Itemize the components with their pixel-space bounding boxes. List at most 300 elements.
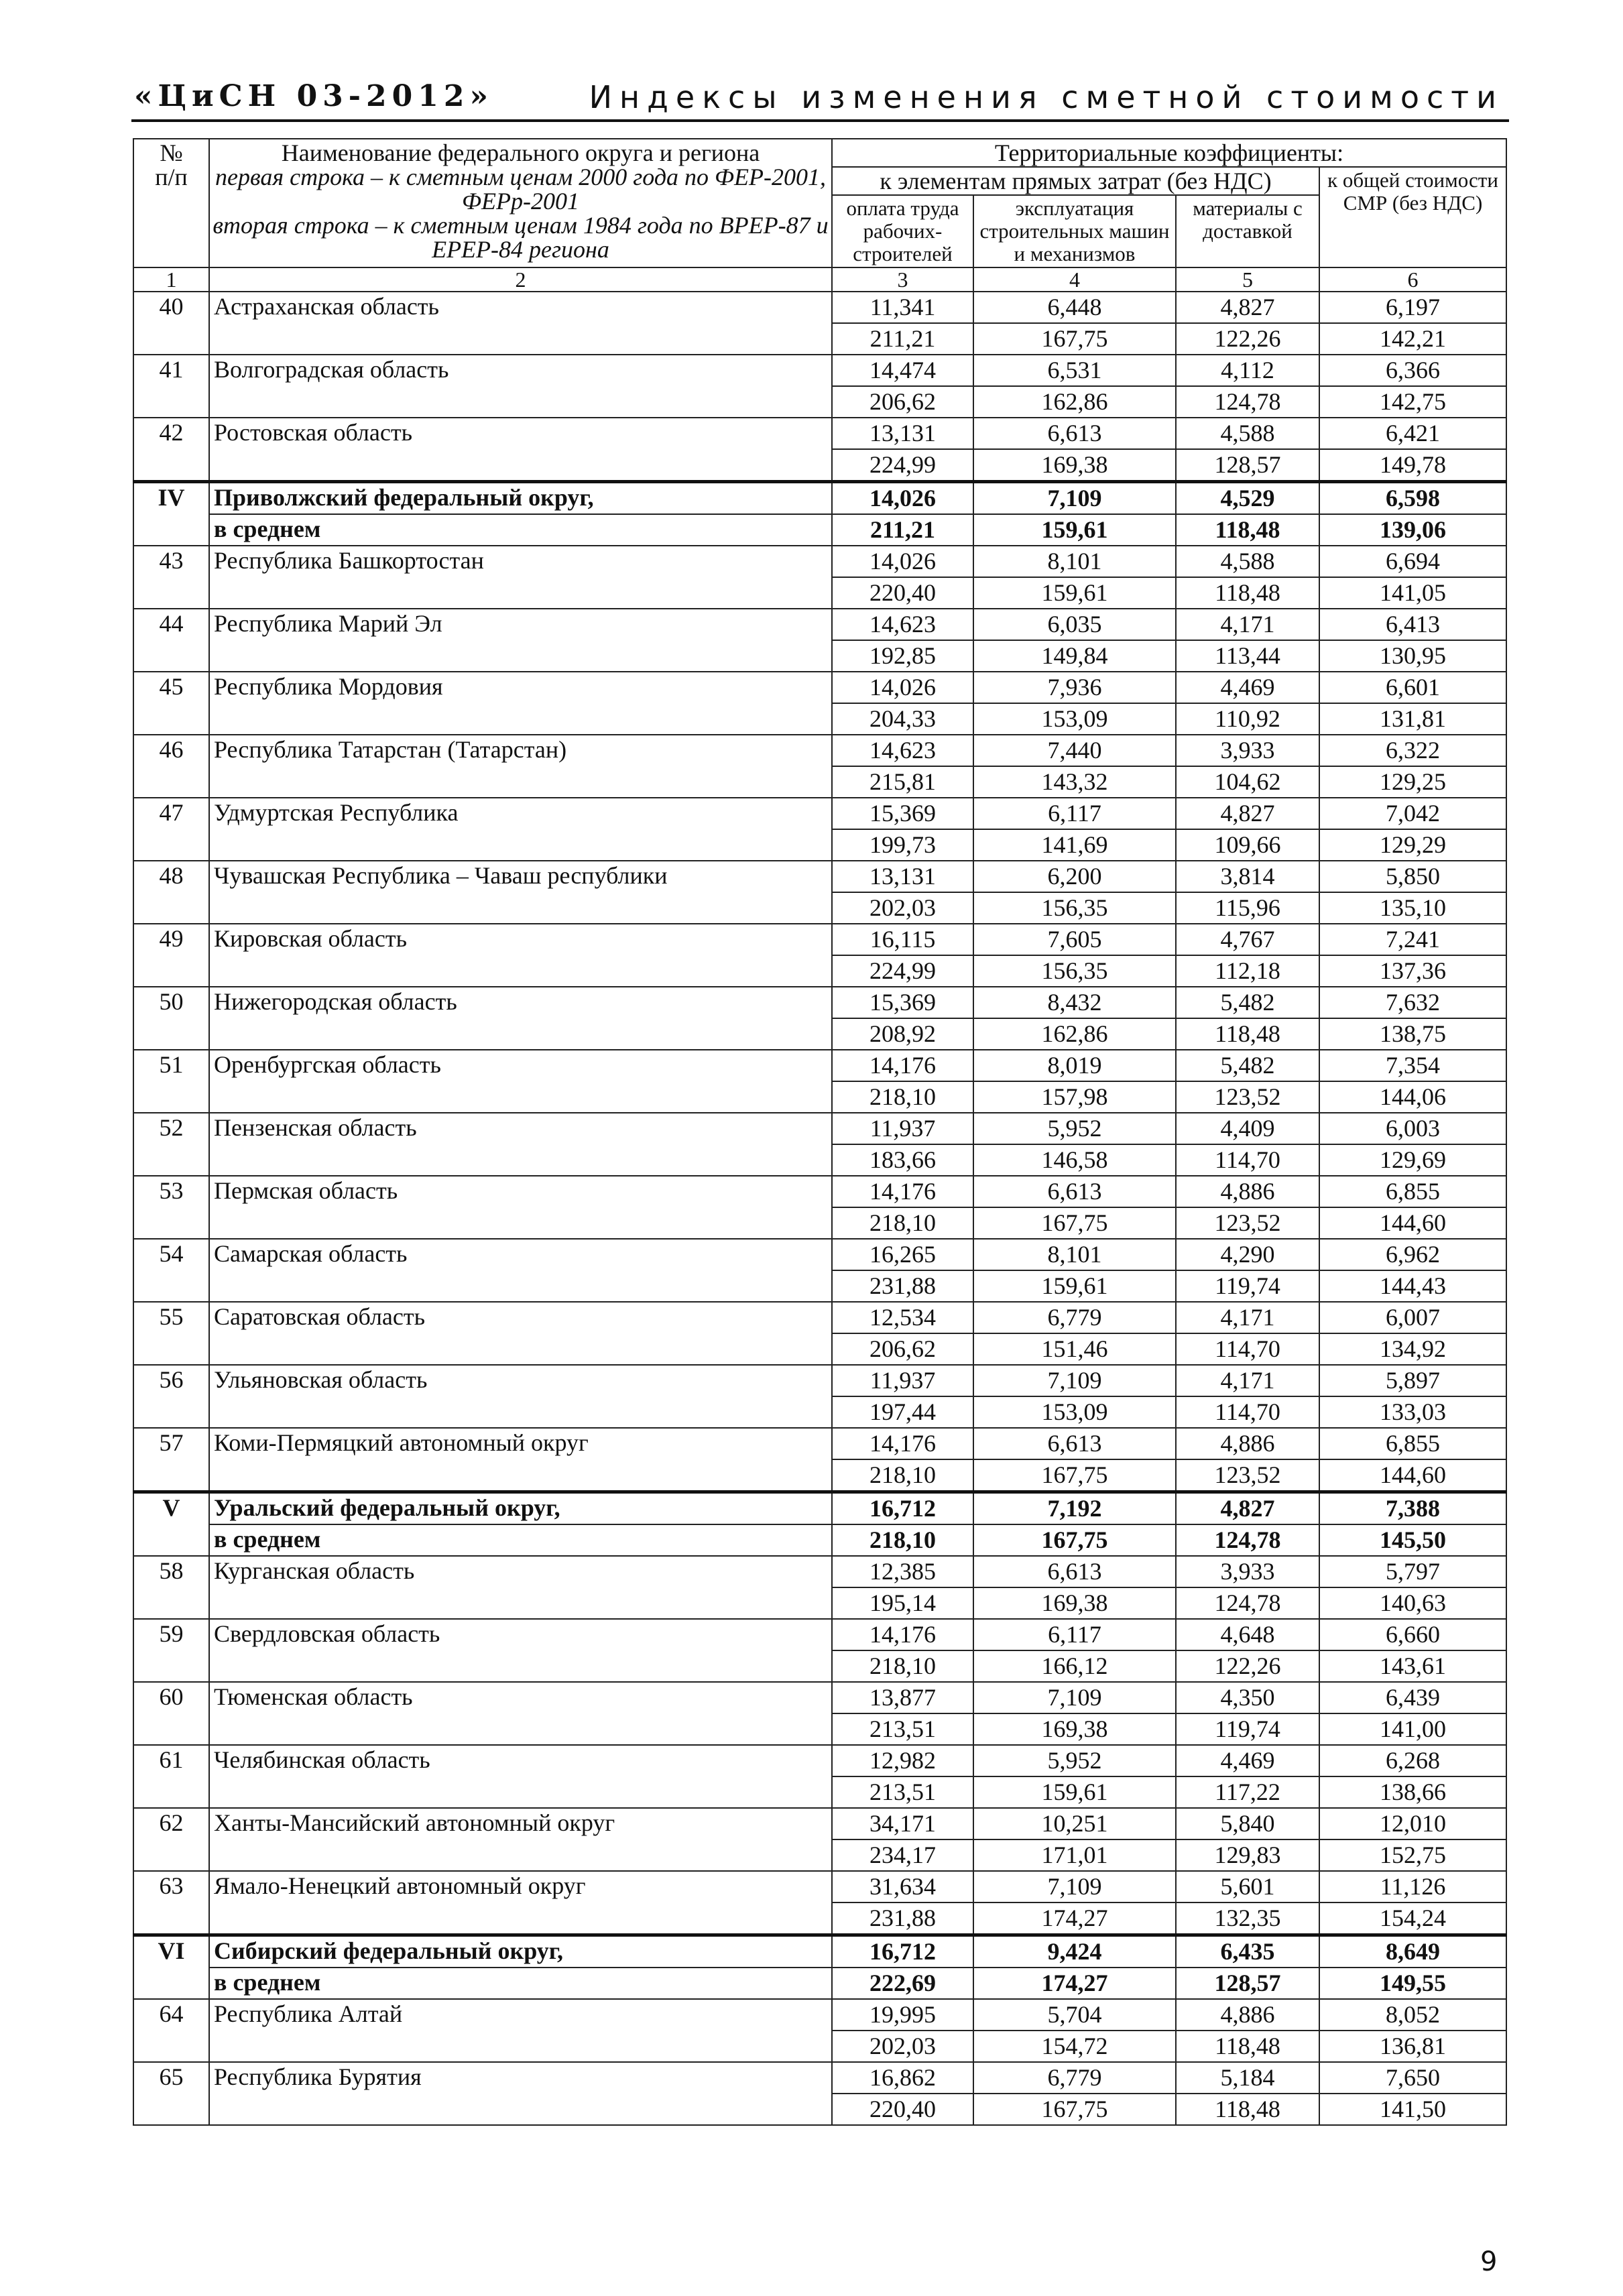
region-row [133,861,1506,892]
coef-1984-machines: 159,61 [973,514,1176,546]
coef-2001-labor: 31,634 [832,1871,973,1902]
coef-2001-total: 6,694 [1319,546,1506,577]
coef-1984-labor: 206,62 [832,1333,973,1365]
region-row [133,1428,1506,1459]
coef-1984-machines: 171,01 [973,1839,1176,1871]
coef-1984-materials: 123,52 [1176,1207,1319,1239]
coef-2001-total: 6,322 [1319,735,1506,766]
machines-header: эксплуатация строительных машин и механизмов [973,195,1176,267]
region-row [133,924,1506,955]
total-cost-header: к общей стоимости СМР (без НДС) [1319,167,1506,267]
region-name: Курганская область [209,1556,832,1619]
coef-2001-machines: 6,035 [973,609,1176,640]
coef-2001-materials: 5,601 [1176,1871,1319,1902]
coef-2001-labor: 11,341 [832,292,973,323]
coef-2001-materials: 4,112 [1176,355,1319,386]
coef-1984-materials: 119,74 [1176,1713,1319,1745]
coef-2001-total: 6,962 [1319,1239,1506,1270]
coef-1984-labor: 218,10 [832,1459,973,1492]
coef-1984-total: 141,05 [1319,577,1506,609]
coef-1984-labor: 197,44 [832,1396,973,1428]
coef-1984-total: 145,50 [1319,1524,1506,1556]
coef-1984-materials: 118,48 [1176,1018,1319,1050]
coef-2001-labor: 14,474 [832,355,973,386]
coef-1984-materials: 118,48 [1176,514,1319,546]
row-number: 54 [133,1239,209,1302]
coef-2001-total: 6,601 [1319,672,1506,703]
coef-2001-materials: 4,648 [1176,1619,1319,1650]
row-number: VI [133,1935,209,2000]
coef-1984-materials: 104,62 [1176,766,1319,798]
coef-2001-machines: 7,109 [973,1682,1176,1713]
coef-2001-labor: 14,623 [832,609,973,640]
coef-2001-labor: 13,877 [832,1682,973,1713]
coef-2001-machines: 6,779 [973,1302,1176,1333]
regional-coefficients-table [133,138,1507,2126]
coef-2001-machines: 6,117 [973,1619,1176,1650]
col-num-line1: № [160,139,183,166]
coef-1984-total: 129,29 [1319,829,1506,861]
coef-2001-machines: 7,440 [973,735,1176,766]
coef-2001-machines: 6,117 [973,798,1176,829]
coef-2001-machines: 6,531 [973,355,1176,386]
region-name: Нижегородская область [209,987,832,1050]
coef-2001-materials: 4,767 [1176,924,1319,955]
row-number: 64 [133,1999,209,2062]
coef-1984-total: 137,36 [1319,955,1506,987]
row-number: 40 [133,292,209,355]
coef-2001-total: 6,007 [1319,1302,1506,1333]
row-number: 49 [133,924,209,987]
coef-1984-total: 142,21 [1319,323,1506,355]
coef-1984-total: 142,75 [1319,386,1506,418]
col-num-header [133,139,209,267]
region-name: Ханты-Мансийский автономный округ [209,1808,832,1871]
coef-1984-total: 149,78 [1319,449,1506,482]
region-row [133,292,1506,323]
coef-1984-labor: 202,03 [832,2031,973,2062]
coef-1984-total: 129,69 [1319,1144,1506,1176]
coef-1984-total: 154,24 [1319,1902,1506,1935]
region-name: Пермская область [209,1176,832,1239]
district-summary-row-1984 [133,514,1506,546]
row-number: 47 [133,798,209,861]
row-number: 56 [133,1365,209,1428]
region-row [133,1365,1506,1396]
coef-1984-machines: 159,61 [973,577,1176,609]
coef-2001-labor: 12,534 [832,1302,973,1333]
coef-1984-total: 131,81 [1319,703,1506,735]
coef-1984-materials: 128,57 [1176,1968,1319,1999]
coef-1984-machines: 153,09 [973,703,1176,735]
coef-1984-materials: 115,96 [1176,892,1319,924]
coef-1984-total: 136,81 [1319,2031,1506,2062]
coef-2001-total: 6,421 [1319,418,1506,449]
col-num-line2: п/п [155,164,188,190]
row-number: 45 [133,672,209,735]
coef-2001-machines: 5,952 [973,1113,1176,1144]
coef-2001-materials: 3,933 [1176,735,1319,766]
coef-2001-labor: 19,995 [832,1999,973,2031]
row-number: 48 [133,861,209,924]
coef-1984-total: 144,06 [1319,1081,1506,1113]
coef-2001-labor: 13,131 [832,861,973,892]
coef-2001-labor: 12,385 [832,1556,973,1587]
coef-2001-total: 7,388 [1319,1492,1506,1525]
region-name: Уральский федеральный округ, [209,1492,832,1525]
column-index: 5 [1176,267,1319,292]
coef-2001-materials: 4,827 [1176,798,1319,829]
district-name-suffix: в среднем [209,514,832,546]
coef-1984-labor: 218,10 [832,1081,973,1113]
coef-2001-materials: 3,814 [1176,861,1319,892]
col-name-line1: Наименование федерального округа и региона [281,139,760,166]
coef-1984-machines: 151,46 [973,1333,1176,1365]
region-name: Ульяновская область [209,1365,832,1428]
coef-2001-total: 6,439 [1319,1682,1506,1713]
coef-2001-materials: 4,827 [1176,1492,1319,1525]
coef-2001-labor: 14,176 [832,1428,973,1459]
page-number: 9 [1480,2246,1498,2277]
coef-2001-total: 8,052 [1319,1999,1506,2031]
coef-2001-machines: 5,704 [973,1999,1176,2031]
coef-1984-machines: 169,38 [973,1587,1176,1619]
district-summary-row [133,1492,1506,1525]
document-title: Индексы изменения сметной стоимости [589,79,1504,115]
region-row [133,1871,1506,1902]
coef-1984-machines: 167,75 [973,1207,1176,1239]
region-row [133,1682,1506,1713]
coef-1984-labor: 231,88 [832,1902,973,1935]
coef-1984-total: 152,75 [1319,1839,1506,1871]
coef-2001-total: 6,268 [1319,1745,1506,1776]
coef-2001-total: 7,042 [1319,798,1506,829]
coef-2001-machines: 6,200 [973,861,1176,892]
coef-2001-total: 5,797 [1319,1556,1506,1587]
region-row [133,798,1506,829]
coef-2001-machines: 7,109 [973,482,1176,515]
coef-2001-materials: 6,435 [1176,1935,1319,1968]
coef-1984-labor: 218,10 [832,1207,973,1239]
coef-1984-materials: 118,48 [1176,2031,1319,2062]
coef-2001-total: 6,366 [1319,355,1506,386]
coef-2001-labor: 14,026 [832,482,973,515]
coef-2001-materials: 4,171 [1176,1302,1319,1333]
coef-2001-materials: 4,886 [1176,1999,1319,2031]
region-row [133,672,1506,703]
region-row [133,1556,1506,1587]
coef-2001-materials: 4,350 [1176,1682,1319,1713]
coef-2001-materials: 4,469 [1176,1745,1319,1776]
coef-2001-machines: 6,613 [973,1428,1176,1459]
coef-2001-labor: 14,176 [832,1619,973,1650]
coef-2001-machines: 10,251 [973,1808,1176,1839]
coef-1984-materials: 110,92 [1176,703,1319,735]
coef-1984-labor: 220,40 [832,2094,973,2125]
region-name: Свердловская область [209,1619,832,1682]
coef-2001-machines: 7,109 [973,1365,1176,1396]
coef-2001-total: 7,632 [1319,987,1506,1018]
row-number: V [133,1492,209,1557]
labor-header: оплата труда рабочих-строителей [832,195,973,267]
region-name: Республика Алтай [209,1999,832,2062]
coef-1984-materials: 124,78 [1176,1524,1319,1556]
district-summary-row [133,1935,1506,1968]
row-number: 50 [133,987,209,1050]
coef-2001-labor: 16,712 [832,1492,973,1525]
column-index: 1 [133,267,209,292]
coef-1984-machines: 143,32 [973,766,1176,798]
region-name: Республика Мордовия [209,672,832,735]
coef-1984-labor: 222,69 [832,1968,973,1999]
coef-2001-labor: 16,712 [832,1935,973,1968]
coef-2001-total: 6,660 [1319,1619,1506,1650]
coef-2001-machines: 7,936 [973,672,1176,703]
col-name-header [209,139,832,267]
coef-2001-labor: 15,369 [832,798,973,829]
coef-2001-total: 6,413 [1319,609,1506,640]
coef-1984-labor: 234,17 [832,1839,973,1871]
column-index-row [133,267,1506,292]
coef-1984-labor: 204,33 [832,703,973,735]
coef-2001-machines: 5,952 [973,1745,1176,1776]
coef-2001-materials: 5,482 [1176,987,1319,1018]
coef-1984-materials: 117,22 [1176,1776,1319,1808]
coef-1984-labor: 220,40 [832,577,973,609]
coef-1984-labor: 218,10 [832,1650,973,1682]
coef-2001-machines: 6,779 [973,2062,1176,2094]
coef-2001-materials: 4,171 [1176,609,1319,640]
region-row [133,1999,1506,2031]
coef-2001-machines: 8,432 [973,987,1176,1018]
coef-2001-machines: 6,613 [973,1556,1176,1587]
coef-2001-total: 5,897 [1319,1365,1506,1396]
coef-2001-materials: 5,840 [1176,1808,1319,1839]
col-name-line2: первая строка – к сметным ценам 2000 года по ФЕР-2001, ФЕРр-2001 [215,164,826,215]
header-row-1 [133,139,1506,167]
coef-2001-total: 6,855 [1319,1428,1506,1459]
coef-2001-total: 7,241 [1319,924,1506,955]
region-name: Сибирский федеральный округ, [209,1935,832,1968]
district-name-suffix: в среднем [209,1524,832,1556]
row-number: 59 [133,1619,209,1682]
row-number: 42 [133,418,209,482]
region-name: Республика Татарстан (Татарстан) [209,735,832,798]
coef-1984-labor: 224,99 [832,955,973,987]
coef-2001-labor: 15,369 [832,987,973,1018]
column-index: 6 [1319,267,1506,292]
region-name: Ростовская область [209,418,832,482]
coef-2001-total: 11,126 [1319,1871,1506,1902]
coef-2001-materials: 4,290 [1176,1239,1319,1270]
coef-1984-total: 141,50 [1319,2094,1506,2125]
region-row [133,1113,1506,1144]
header-rule [131,119,1509,122]
coef-1984-materials: 123,52 [1176,1081,1319,1113]
coef-1984-total: 134,92 [1319,1333,1506,1365]
coef-1984-labor: 213,51 [832,1713,973,1745]
row-number: 62 [133,1808,209,1871]
coef-1984-materials: 118,48 [1176,2094,1319,2125]
coef-1984-machines: 167,75 [973,1524,1176,1556]
materials-header: материалы с доставкой [1176,195,1319,267]
coef-1984-total: 133,03 [1319,1396,1506,1428]
coef-2001-machines: 7,192 [973,1492,1176,1525]
coef-1984-labor: 218,10 [832,1524,973,1556]
column-index: 3 [832,267,973,292]
coef-1984-total: 141,00 [1319,1713,1506,1745]
coef-1984-materials: 123,52 [1176,1459,1319,1492]
coef-2001-labor: 14,176 [832,1050,973,1081]
coef-2001-materials: 4,588 [1176,418,1319,449]
coef-1984-total: 140,63 [1319,1587,1506,1619]
coef-1984-labor: 183,66 [832,1144,973,1176]
region-name: Саратовская область [209,1302,832,1365]
region-name: Чувашская Республика – Чаваш республики [209,861,832,924]
coef-1984-total: 139,06 [1319,514,1506,546]
row-number: 41 [133,355,209,418]
region-row [133,1619,1506,1650]
coef-2001-machines: 7,109 [973,1871,1176,1902]
row-number: 52 [133,1113,209,1176]
table-body [133,139,1506,2125]
direct-costs-header: к элементам прямых затрат (без НДС) [832,167,1319,195]
row-number: 46 [133,735,209,798]
coef-1984-materials: 112,18 [1176,955,1319,987]
region-name: Коми-Пермяцкий автономный округ [209,1428,832,1492]
coef-2001-machines: 9,424 [973,1935,1176,1968]
row-number: 58 [133,1556,209,1619]
region-row [133,735,1506,766]
coef-1984-total: 144,43 [1319,1270,1506,1302]
coef-2001-labor: 13,131 [832,418,973,449]
region-name: Республика Марий Эл [209,609,832,672]
coef-2001-materials: 4,886 [1176,1176,1319,1207]
region-name: Самарская область [209,1239,832,1302]
coef-2001-machines: 8,019 [973,1050,1176,1081]
coef-1984-materials: 132,35 [1176,1902,1319,1935]
coef-1984-machines: 169,38 [973,1713,1176,1745]
region-name: Приволжский федеральный округ, [209,482,832,515]
coef-2001-machines: 6,613 [973,418,1176,449]
coef-2001-total: 12,010 [1319,1808,1506,1839]
coef-1984-machines: 166,12 [973,1650,1176,1682]
region-name: Кировская область [209,924,832,987]
row-number: 44 [133,609,209,672]
coef-1984-total: 138,66 [1319,1776,1506,1808]
region-name: Удмуртская Республика [209,798,832,861]
region-row [133,1176,1506,1207]
coef-1984-labor: 192,85 [832,640,973,672]
row-number: IV [133,482,209,546]
coef-1984-machines: 156,35 [973,955,1176,987]
col-name-line3: вторая строка – к сметным ценам 1984 года по ВРЕР-87 и ЕРЕР-84 региона [213,212,829,263]
coef-2001-labor: 14,176 [832,1176,973,1207]
region-row [133,1745,1506,1776]
coef-1984-machines: 149,84 [973,640,1176,672]
coef-2001-total: 8,649 [1319,1935,1506,1968]
coef-1984-labor: 213,51 [832,1776,973,1808]
coef-1984-machines: 174,27 [973,1902,1176,1935]
coef-1984-labor: 202,03 [832,892,973,924]
row-number: 63 [133,1871,209,1935]
row-number: 55 [133,1302,209,1365]
coef-1984-total: 143,61 [1319,1650,1506,1682]
coef-2001-machines: 8,101 [973,546,1176,577]
coef-2001-materials: 4,171 [1176,1365,1319,1396]
coef-1984-labor: 211,21 [832,323,973,355]
coef-2001-total: 5,850 [1319,861,1506,892]
coef-1984-total: 149,55 [1319,1968,1506,1999]
coef-1984-machines: 157,98 [973,1081,1176,1113]
coef-1984-materials: 129,83 [1176,1839,1319,1871]
row-number: 60 [133,1682,209,1745]
column-index: 4 [973,267,1176,292]
coef-2001-total: 6,598 [1319,482,1506,515]
district-summary-row-1984 [133,1524,1506,1556]
coef-1984-machines: 153,09 [973,1396,1176,1428]
coef-1984-labor: 195,14 [832,1587,973,1619]
region-name: Волгоградская область [209,355,832,418]
coef-2001-labor: 16,862 [832,2062,973,2094]
coef-1984-machines: 159,61 [973,1270,1176,1302]
coef-1984-total: 130,95 [1319,640,1506,672]
coef-2001-materials: 4,469 [1176,672,1319,703]
coef-1984-materials: 119,74 [1176,1270,1319,1302]
coef-1984-machines: 174,27 [973,1968,1176,1999]
coef-1984-machines: 159,61 [973,1776,1176,1808]
district-summary-row-1984 [133,1968,1506,1999]
coef-2001-total: 6,855 [1319,1176,1506,1207]
coef-1984-total: 135,10 [1319,892,1506,924]
coef-2001-machines: 6,613 [973,1176,1176,1207]
coef-2001-labor: 16,115 [832,924,973,955]
coef-2001-labor: 12,982 [832,1745,973,1776]
coef-1984-machines: 146,58 [973,1144,1176,1176]
region-row [133,1808,1506,1839]
column-index: 2 [209,267,832,292]
region-name: Оренбургская область [209,1050,832,1113]
region-name: Челябинская область [209,1745,832,1808]
coef-1984-labor: 231,88 [832,1270,973,1302]
coef-1984-machines: 167,75 [973,2094,1176,2125]
coef-2001-machines: 8,101 [973,1239,1176,1270]
coef-1984-materials: 109,66 [1176,829,1319,861]
coef-1984-materials: 128,57 [1176,449,1319,482]
region-name: Тюменская область [209,1682,832,1745]
region-row [133,2062,1506,2094]
coef-2001-materials: 4,588 [1176,546,1319,577]
coef-2001-labor: 14,026 [832,546,973,577]
coef-2001-materials: 4,886 [1176,1428,1319,1459]
coef-1984-materials: 124,78 [1176,386,1319,418]
coef-1984-labor: 224,99 [832,449,973,482]
coef-1984-machines: 169,38 [973,449,1176,482]
coef-1984-total: 144,60 [1319,1459,1506,1492]
region-name: Республика Бурятия [209,2062,832,2125]
coef-2001-materials: 5,482 [1176,1050,1319,1081]
region-row [133,609,1506,640]
region-name: Пензенская область [209,1113,832,1176]
region-name: Ямало-Ненецкий автономный округ [209,1871,832,1935]
coef-2001-labor: 11,937 [832,1365,973,1396]
coef-1984-materials: 114,70 [1176,1396,1319,1428]
coef-1984-machines: 156,35 [973,892,1176,924]
coef-2001-materials: 4,827 [1176,292,1319,323]
coef-1984-total: 129,25 [1319,766,1506,798]
region-row [133,355,1506,386]
coef-2001-materials: 3,933 [1176,1556,1319,1587]
